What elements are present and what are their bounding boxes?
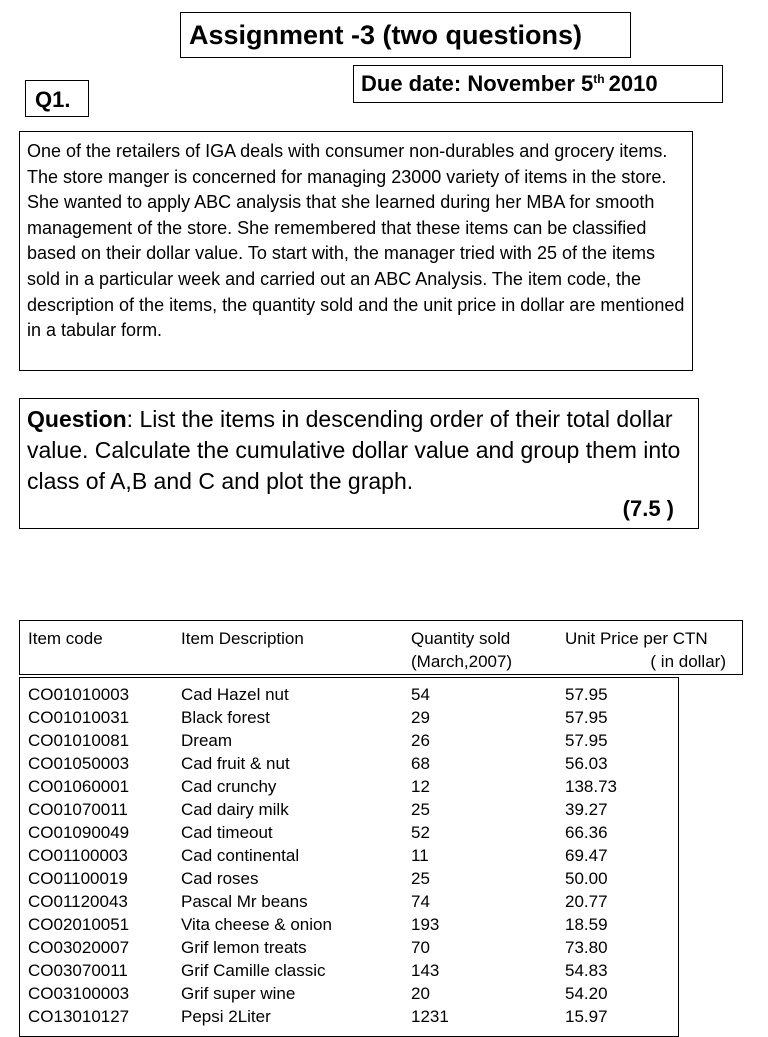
cell-unit-price: 39.27 bbox=[565, 800, 608, 819]
cell-item-code: CO01010031 bbox=[28, 708, 130, 727]
table-row bbox=[20, 752, 678, 775]
cell-quantity-sold: 11 bbox=[411, 846, 429, 865]
cell-item-code: CO01050003 bbox=[28, 754, 130, 773]
cell-item-code: CO01100019 bbox=[28, 869, 128, 888]
table-body bbox=[19, 677, 679, 1037]
table-row bbox=[20, 683, 678, 706]
question-box bbox=[19, 398, 699, 529]
cell-item-description: Grif Camille classic bbox=[181, 961, 326, 980]
cell-item-code: CO03020007 bbox=[28, 938, 130, 957]
cell-item-code: CO01120043 bbox=[28, 892, 128, 911]
due-date-suffix: th bbox=[593, 72, 605, 86]
table-row bbox=[20, 821, 678, 844]
cell-quantity-sold: 193 bbox=[411, 915, 440, 934]
cell-item-description: Grif lemon treats bbox=[181, 938, 307, 957]
table-header bbox=[19, 620, 743, 675]
table-row bbox=[20, 1005, 678, 1028]
cell-item-description: Cad crunchy bbox=[181, 777, 277, 796]
cell-quantity-sold: 29 bbox=[411, 708, 430, 727]
cell-quantity-sold: 12 bbox=[411, 777, 430, 796]
cell-item-code: CO01090049 bbox=[28, 823, 130, 842]
cell-item-code: CO01060001 bbox=[28, 777, 130, 796]
cell-unit-price: 73.80 bbox=[565, 938, 608, 957]
cell-quantity-sold: 54 bbox=[411, 685, 430, 704]
header-item-code: Item code bbox=[28, 629, 103, 648]
cell-quantity-sold: 1231 bbox=[411, 1007, 449, 1026]
question-marks: (7.5 ) bbox=[622, 496, 674, 521]
table-row bbox=[20, 867, 678, 890]
cell-item-description: Pascal Mr beans bbox=[181, 892, 308, 911]
table-row bbox=[20, 890, 678, 913]
table-row bbox=[20, 775, 678, 798]
table-row bbox=[20, 959, 678, 982]
title-box bbox=[180, 12, 631, 58]
table-row bbox=[20, 798, 678, 821]
cell-item-code: CO13010127 bbox=[28, 1007, 130, 1026]
cell-item-description: Cad roses bbox=[181, 869, 259, 888]
cell-unit-price: 18.59 bbox=[565, 915, 608, 934]
cell-item-code: CO01010003 bbox=[28, 685, 130, 704]
table-row bbox=[20, 706, 678, 729]
question-statement bbox=[27, 404, 695, 497]
cell-quantity-sold: 68 bbox=[411, 754, 430, 773]
cell-unit-price: 57.95 bbox=[565, 731, 608, 750]
cell-quantity-sold: 25 bbox=[411, 800, 430, 819]
due-date-label: Due date: November 5 bbox=[361, 71, 594, 96]
table-row bbox=[20, 913, 678, 936]
table-row bbox=[20, 982, 678, 1005]
cell-unit-price: 50.00 bbox=[565, 869, 608, 888]
cell-quantity-sold: 74 bbox=[411, 892, 430, 911]
header-unit-price: Unit Price per CTN bbox=[565, 629, 708, 648]
cell-quantity-sold: 25 bbox=[411, 869, 430, 888]
question-label: Question bbox=[27, 406, 127, 432]
page-title: Assignment -3 (two questions) bbox=[189, 20, 583, 50]
cell-item-description: Grif super wine bbox=[181, 984, 296, 1003]
cell-item-code: CO02010051 bbox=[28, 915, 130, 934]
cell-quantity-sold: 70 bbox=[411, 938, 430, 957]
cell-unit-price: 20.77 bbox=[565, 892, 608, 911]
cell-item-description: Cad continental bbox=[181, 846, 300, 865]
cell-quantity-sold: 52 bbox=[411, 823, 430, 842]
cell-unit-price: 57.95 bbox=[565, 708, 608, 727]
table-row bbox=[20, 936, 678, 959]
cell-item-description: Pepsi 2Liter bbox=[181, 1007, 271, 1026]
cell-unit-price: 138.73 bbox=[565, 777, 617, 796]
cell-item-description: Vita cheese & onion bbox=[181, 915, 332, 934]
table-row bbox=[20, 844, 678, 867]
intro-box bbox=[19, 131, 693, 371]
cell-unit-price: 69.47 bbox=[565, 846, 608, 865]
cell-item-description: Cad dairy milk bbox=[181, 800, 289, 819]
cell-item-code: CO01100003 bbox=[28, 846, 128, 865]
cell-item-description: Cad fruit & nut bbox=[181, 754, 290, 773]
intro-text: One of the retailers of IGA deals with consumer non-durables and grocery items. The store manger is concerned for managing 23000 variety of items in the store. She wanted to apply ABC analysis that she learned during her MBA for smooth management of the store. She remembered that these items can be classified based on their dollar value. To start with, the manager tried with 25 of the items sold in a particular week and carried out an ABC Analysis. The item code, the description of the items, the quantity sold and the unit price in dollar are mentioned in a tabular form. bbox=[27, 141, 685, 341]
cell-unit-price: 57.95 bbox=[565, 685, 608, 704]
cell-unit-price: 56.03 bbox=[565, 754, 608, 773]
cell-item-description: Cad Hazel nut bbox=[181, 685, 289, 704]
question-number: Q1. bbox=[35, 87, 71, 112]
cell-item-description: Dream bbox=[181, 731, 233, 750]
cell-quantity-sold: 143 bbox=[411, 961, 440, 980]
cell-unit-price: 15.97 bbox=[565, 1007, 608, 1026]
question-text: : List the items in descending order of their total dollar value. Calculate the cumulative dollar value and group them into class of A,B and C and plot the graph. bbox=[27, 406, 681, 494]
cell-item-description: Black forest bbox=[181, 708, 270, 727]
header-item-description: Item Description bbox=[181, 629, 304, 648]
cell-unit-price: 54.20 bbox=[565, 984, 608, 1003]
header-quantity-sold: Quantity sold bbox=[411, 629, 511, 648]
due-date bbox=[361, 71, 658, 97]
table-row bbox=[20, 729, 678, 752]
cell-unit-price: 66.36 bbox=[565, 823, 608, 842]
due-date-box bbox=[353, 65, 723, 103]
cell-item-code: CO01070011 bbox=[28, 800, 128, 819]
cell-item-code: CO03070011 bbox=[28, 961, 128, 980]
question-number-box bbox=[25, 80, 89, 117]
cell-unit-price: 54.83 bbox=[565, 961, 608, 980]
header-unit-price-currency: ( in dollar) bbox=[650, 652, 726, 671]
due-date-year: 2010 bbox=[608, 71, 658, 96]
cell-quantity-sold: 20 bbox=[411, 984, 430, 1003]
cell-item-code: CO03100003 bbox=[28, 984, 130, 1003]
cell-item-code: CO01010081 bbox=[28, 731, 130, 750]
cell-quantity-sold: 26 bbox=[411, 731, 430, 750]
cell-item-description: Cad timeout bbox=[181, 823, 273, 842]
header-quantity-period: (March,2007) bbox=[411, 652, 513, 671]
